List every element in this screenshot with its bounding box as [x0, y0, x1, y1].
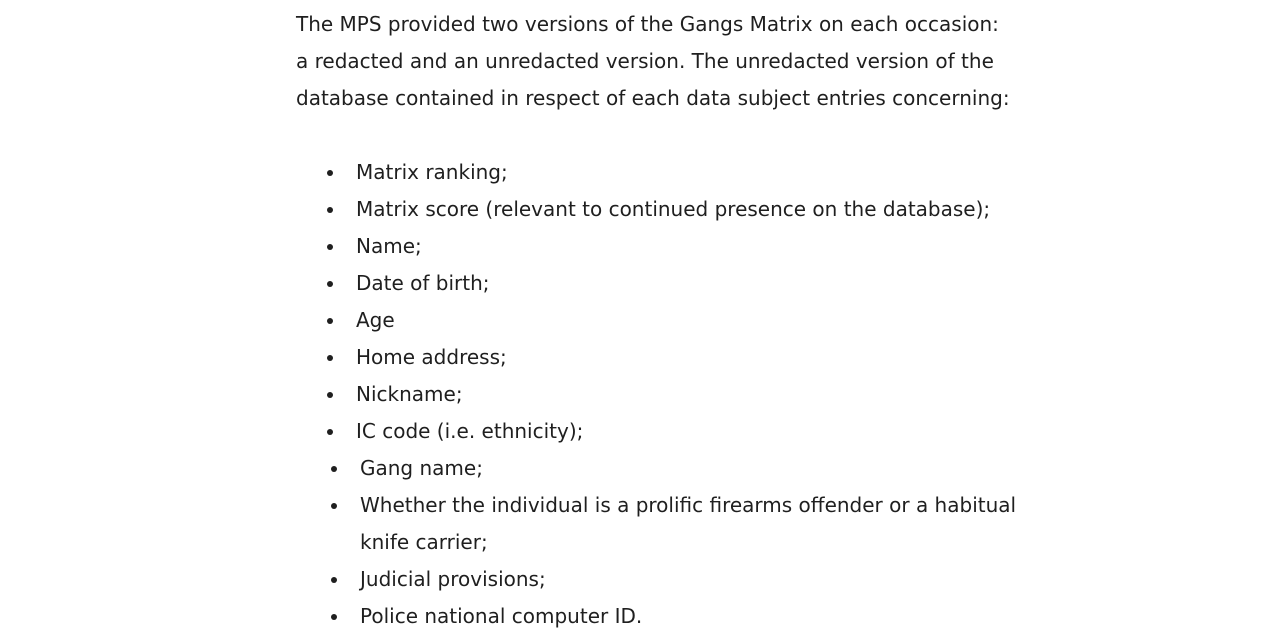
list-item: Name; — [296, 228, 1036, 265]
document-body — [296, 6, 1036, 628]
entries-list — [296, 154, 1036, 635]
bullet-icon — [327, 281, 333, 287]
list-item: Whether the individual is a prolific firearms offender or a habitual knife carrier; — [296, 487, 1036, 561]
list-item: IC code (i.e. ethnicity); — [296, 413, 1036, 450]
bullet-icon — [331, 614, 337, 620]
bullet-icon — [327, 392, 333, 398]
list-item: Nickname; — [296, 376, 1036, 413]
bullet-icon — [327, 244, 333, 250]
list-item: Age — [296, 302, 1036, 339]
list-item: Home address; — [296, 339, 1036, 376]
bullet-icon — [331, 466, 337, 472]
bullet-icon — [327, 170, 333, 176]
bullet-icon — [327, 318, 333, 324]
list-item: Gang name; — [296, 450, 1036, 487]
intro-paragraph: The MPS provided two versions of the Gangs Matrix on each occasion: a redacted and an unredacted version. The unredacted version of the database contained in respect of each data subject entries concerning: — [296, 12, 1010, 110]
list-item: Matrix score (relevant to continued presence on the database); — [296, 191, 1036, 228]
bullet-icon — [331, 503, 337, 509]
list-item: Police national computer ID. — [296, 598, 1036, 635]
bullet-icon — [331, 577, 337, 583]
list-item: Judicial provisions; — [296, 561, 1036, 598]
bullet-icon — [327, 355, 333, 361]
bullet-icon — [327, 429, 333, 435]
bullet-icon — [327, 207, 333, 213]
list-item: Date of birth; — [296, 265, 1036, 302]
list-item: Matrix ranking; — [296, 154, 1036, 191]
